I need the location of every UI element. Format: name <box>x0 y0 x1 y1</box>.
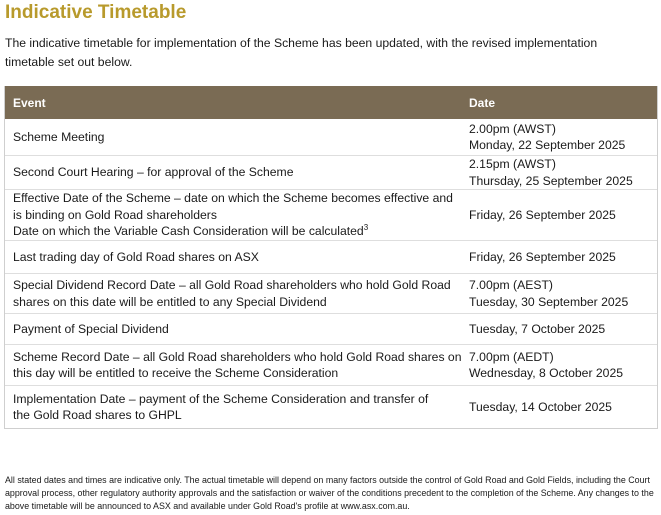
date-line: 7.00pm (AEST) <box>469 278 553 292</box>
date-line: Friday, 26 September 2025 <box>469 207 616 222</box>
date-cell <box>461 156 633 189</box>
page-title: Indicative Timetable <box>5 2 187 23</box>
event-line: is binding on Gold Road shareholders <box>13 207 217 222</box>
footnote-ref: 3 <box>363 223 369 233</box>
event-cell <box>5 190 461 240</box>
table-row <box>5 189 657 240</box>
event-cell <box>5 391 461 424</box>
event-line: Scheme Record Date – all Gold Road shareholders who hold Gold Road shares on <box>13 349 462 364</box>
table-row <box>5 313 657 344</box>
event-cell <box>5 129 461 146</box>
header-event: Event <box>13 95 46 110</box>
event-cell <box>5 349 461 382</box>
table-row <box>5 119 657 155</box>
intro-paragraph: The indicative timetable for implementation of the Scheme has been updated, with the revised implementation timetable set out below. <box>5 36 598 69</box>
date-line: Tuesday, 30 September 2025 <box>469 294 629 309</box>
event-cell <box>5 321 461 338</box>
event-line: Second Court Hearing – for approval of the Scheme <box>13 165 294 180</box>
event-line: Scheme Meeting <box>13 129 105 144</box>
table-row <box>5 344 657 385</box>
event-cell <box>5 164 461 181</box>
event-cell <box>5 277 461 310</box>
date-line: 2.00pm (AWST) <box>469 121 556 136</box>
date-line: Thursday, 25 September 2025 <box>469 173 633 188</box>
date-cell <box>461 249 616 266</box>
event-line: the Gold Road shares to GHPL <box>13 408 182 422</box>
date-line: Friday, 26 September 2025 <box>469 249 616 264</box>
date-cell <box>461 399 612 416</box>
date-cell <box>461 277 628 310</box>
date-cell <box>461 349 623 382</box>
date-line: 7.00pm (AEDT) <box>469 349 554 364</box>
date-cell <box>461 321 605 338</box>
table-row <box>5 155 657 189</box>
table-header <box>5 86 657 119</box>
timetable-table <box>4 86 658 429</box>
date-line: Tuesday, 14 October 2025 <box>469 399 612 414</box>
event-line: Special Dividend Record Date – all Gold Road shareholders who hold Gold Road <box>13 278 451 292</box>
table-row <box>5 385 657 428</box>
table-row <box>5 273 657 313</box>
event-line: this day will be entitled to receive the Scheme Consideration <box>13 366 339 380</box>
date-line: Monday, 22 September 2025 <box>469 138 626 152</box>
date-line: 2.15pm (AWST) <box>469 157 556 171</box>
event-line: Effective Date of the Scheme – date on which the Scheme becomes effective and <box>13 191 453 206</box>
event-line: Payment of Special Dividend <box>13 321 169 336</box>
header-date: Date <box>469 95 496 110</box>
event-cell <box>5 249 461 266</box>
date-cell <box>461 207 616 224</box>
table-row <box>5 240 657 273</box>
event-line: Last trading day of Gold Road shares on ASX <box>13 249 259 264</box>
event-line: Implementation Date – payment of the Scheme Consideration and transfer of <box>13 391 429 406</box>
date-line: Wednesday, 8 October 2025 <box>469 366 624 380</box>
event-line <box>13 223 455 240</box>
footnote: All stated dates and times are indicative only. The actual timetable will depend on many factors outside the control of Gold Road and Gold Fields, including the Court approval process, other regulatory authority approvals and the satisfaction or waiver of the conditions precedent to the completion of the Scheme. Any changes to the above timetable will be announced to ASX and available under Gold Road's profile at www.asx.com.au. <box>5 475 654 511</box>
date-line: Tuesday, 7 October 2025 <box>469 321 606 336</box>
date-cell <box>461 121 625 154</box>
table-body <box>5 119 657 428</box>
event-line: shares on this date will be entitled to any Special Dividend <box>13 294 327 309</box>
event-line-text: Date on which the Variable Cash Consideration will be calculated <box>13 224 364 239</box>
